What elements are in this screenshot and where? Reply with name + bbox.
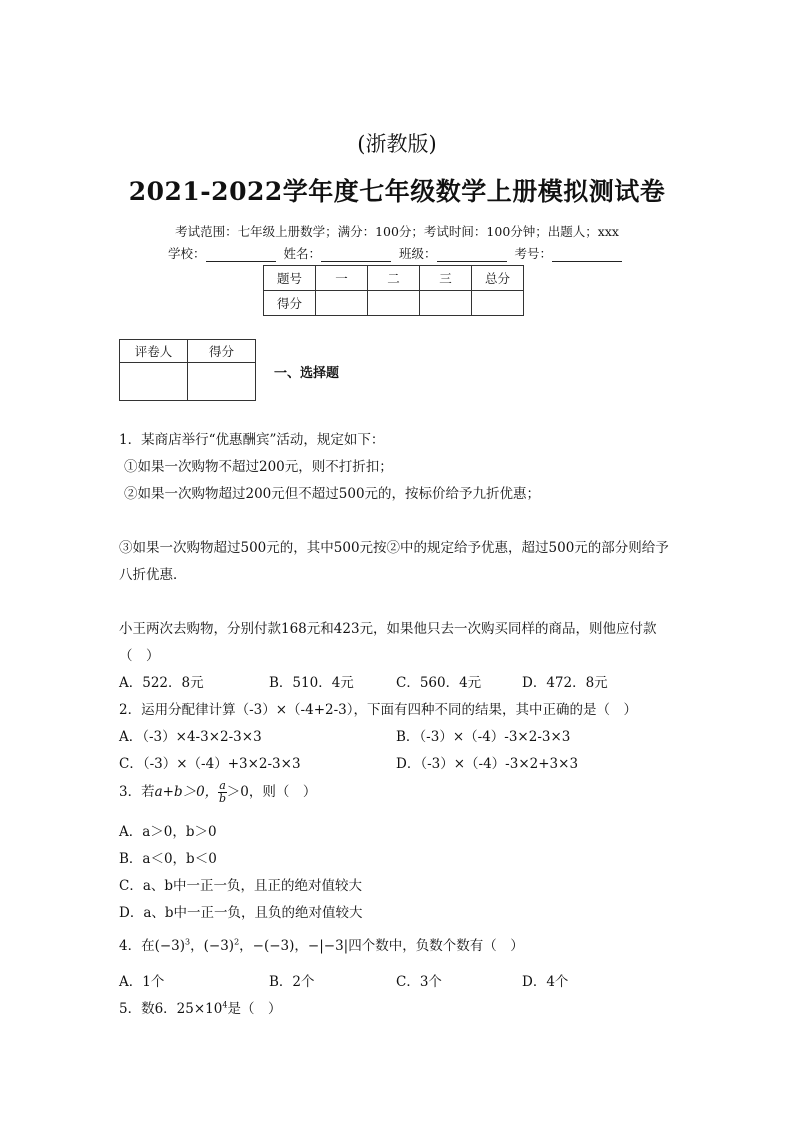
q3-option-d[interactable]: D．a、b中一正一负，且负的绝对值较大: [119, 905, 363, 921]
q3-condition1: a+b＞0，: [154, 784, 219, 800]
q4-option-d[interactable]: D．4个: [522, 974, 569, 990]
q1-rule1: ①如果一次购物不超过200元，则不打折扣；: [124, 459, 393, 475]
name-label: 姓名：: [283, 246, 322, 261]
grader-table: [119, 339, 256, 401]
score-table-header: [264, 266, 524, 291]
q2-option-d[interactable]: D．（-3）×（-4）-3×2+3×3: [396, 756, 579, 772]
score-cell: 得分: [264, 291, 316, 316]
q2-option-c[interactable]: C．（-3）×（-4）+3×2-3×3: [119, 756, 301, 772]
school-label: 学校：: [168, 246, 206, 261]
q1-rule2: ②如果一次购物超过200元但不超过500元的，按标价给予九折优惠；: [124, 486, 541, 502]
name-blank[interactable]: [321, 249, 391, 262]
q4-rest: ，−(−3)，−|−3|四个数中，负数个数有（ ）: [239, 938, 524, 954]
q4-option-b[interactable]: B．2个: [269, 974, 315, 990]
q1-question-line1: 小王两次去购物，分别付款168元和423元，如果他只去一次购买同样的商品，则他应付款: [119, 621, 657, 637]
exam-number-blank[interactable]: [552, 249, 622, 262]
score-input-cell[interactable]: [316, 291, 368, 316]
q1-option-b[interactable]: B．510．4元: [269, 675, 354, 691]
q3-fraction-denominator: b: [218, 792, 226, 805]
score-table-row: [264, 291, 524, 316]
score-cell: 二: [368, 266, 420, 291]
q4-option-c[interactable]: C．3个: [396, 974, 442, 990]
q4-middle: ，(−3): [190, 938, 235, 954]
q2-option-b[interactable]: B．（-3）×（-4）-3×2-3×3: [396, 729, 571, 745]
q1-rule3-line1: ③如果一次购物超过500元的，其中500元按②中的规定给予优惠，超过500元的部分则给予: [119, 540, 669, 556]
score-table: [263, 265, 524, 316]
q4-option-a[interactable]: A．1个: [119, 974, 165, 990]
exam-title: 2021-2022学年度七年级数学上册模拟测试卷: [128, 177, 666, 206]
grader-input-cell[interactable]: [120, 363, 188, 401]
exam-number-label: 考号：: [514, 246, 553, 261]
q4-stem: [119, 934, 524, 954]
q4-prefix: 4．在(−3): [119, 938, 186, 954]
grader-label: 评卷人: [120, 340, 188, 363]
q3-option-b[interactable]: B．a＜0，b＜0: [119, 851, 217, 867]
q1-option-c[interactable]: C．560．4元: [396, 675, 482, 691]
q5-suffix: 是（ ）: [227, 1001, 282, 1017]
q4-exponent-1: 3: [185, 937, 191, 947]
class-label: 班级：: [399, 246, 437, 261]
q5-stem: [119, 997, 281, 1017]
q1-question-line2: （ ）: [119, 648, 160, 664]
score-cell: 总分: [472, 266, 524, 291]
score-input-cell[interactable]: [420, 291, 472, 316]
grader-score-input-cell[interactable]: [188, 363, 256, 401]
q3-fraction: [218, 780, 227, 805]
school-blank[interactable]: [206, 249, 276, 262]
q1-rule3-line2: 八折优惠．: [119, 567, 187, 583]
q2-option-a[interactable]: A．（-3）×4-3×2-3×3: [119, 729, 262, 745]
q1-stem: 1．某商店举行“优惠酬宾”活动，规定如下：: [119, 432, 385, 448]
q3-option-a[interactable]: A．a＞0，b＞0: [119, 824, 217, 840]
q3-prefix: 3．若: [119, 784, 155, 800]
score-cell: 三: [420, 266, 472, 291]
q3-fraction-numerator: a: [219, 779, 226, 792]
score-cell: 题号: [264, 266, 316, 291]
q1-option-d[interactable]: D．472．8元: [522, 675, 608, 691]
q3-condition2: ＞0，则（ ）: [226, 784, 317, 800]
score-input-cell[interactable]: [472, 291, 524, 316]
score-cell: 一: [316, 266, 368, 291]
exam-info: 考试范围：七年级上册数学；满分：100分；考试时间：100分钟；出题人；xxx: [175, 224, 619, 239]
section-title: 一、选择题: [274, 366, 340, 381]
grader-score-label: 得分: [188, 340, 256, 363]
class-blank[interactable]: [437, 249, 507, 262]
q2-stem: 2．运用分配律计算（-3）×（-4+2-3），下面有四种不同的结果，其中正确的是（ ）: [119, 702, 638, 718]
q3-option-c[interactable]: C．a、b中一正一负，且正的绝对值较大: [119, 878, 363, 894]
q4-exponent-2: 2: [234, 937, 240, 947]
student-info-row: [168, 244, 626, 262]
q3-stem: [119, 780, 316, 805]
q1-option-a[interactable]: A．522．8元: [119, 675, 204, 691]
q5-prefix: 5．数6．25×10: [119, 1001, 223, 1017]
q5-exponent: 4: [222, 1000, 228, 1010]
score-input-cell[interactable]: [368, 291, 420, 316]
exam-edition: (浙教版): [357, 132, 437, 156]
